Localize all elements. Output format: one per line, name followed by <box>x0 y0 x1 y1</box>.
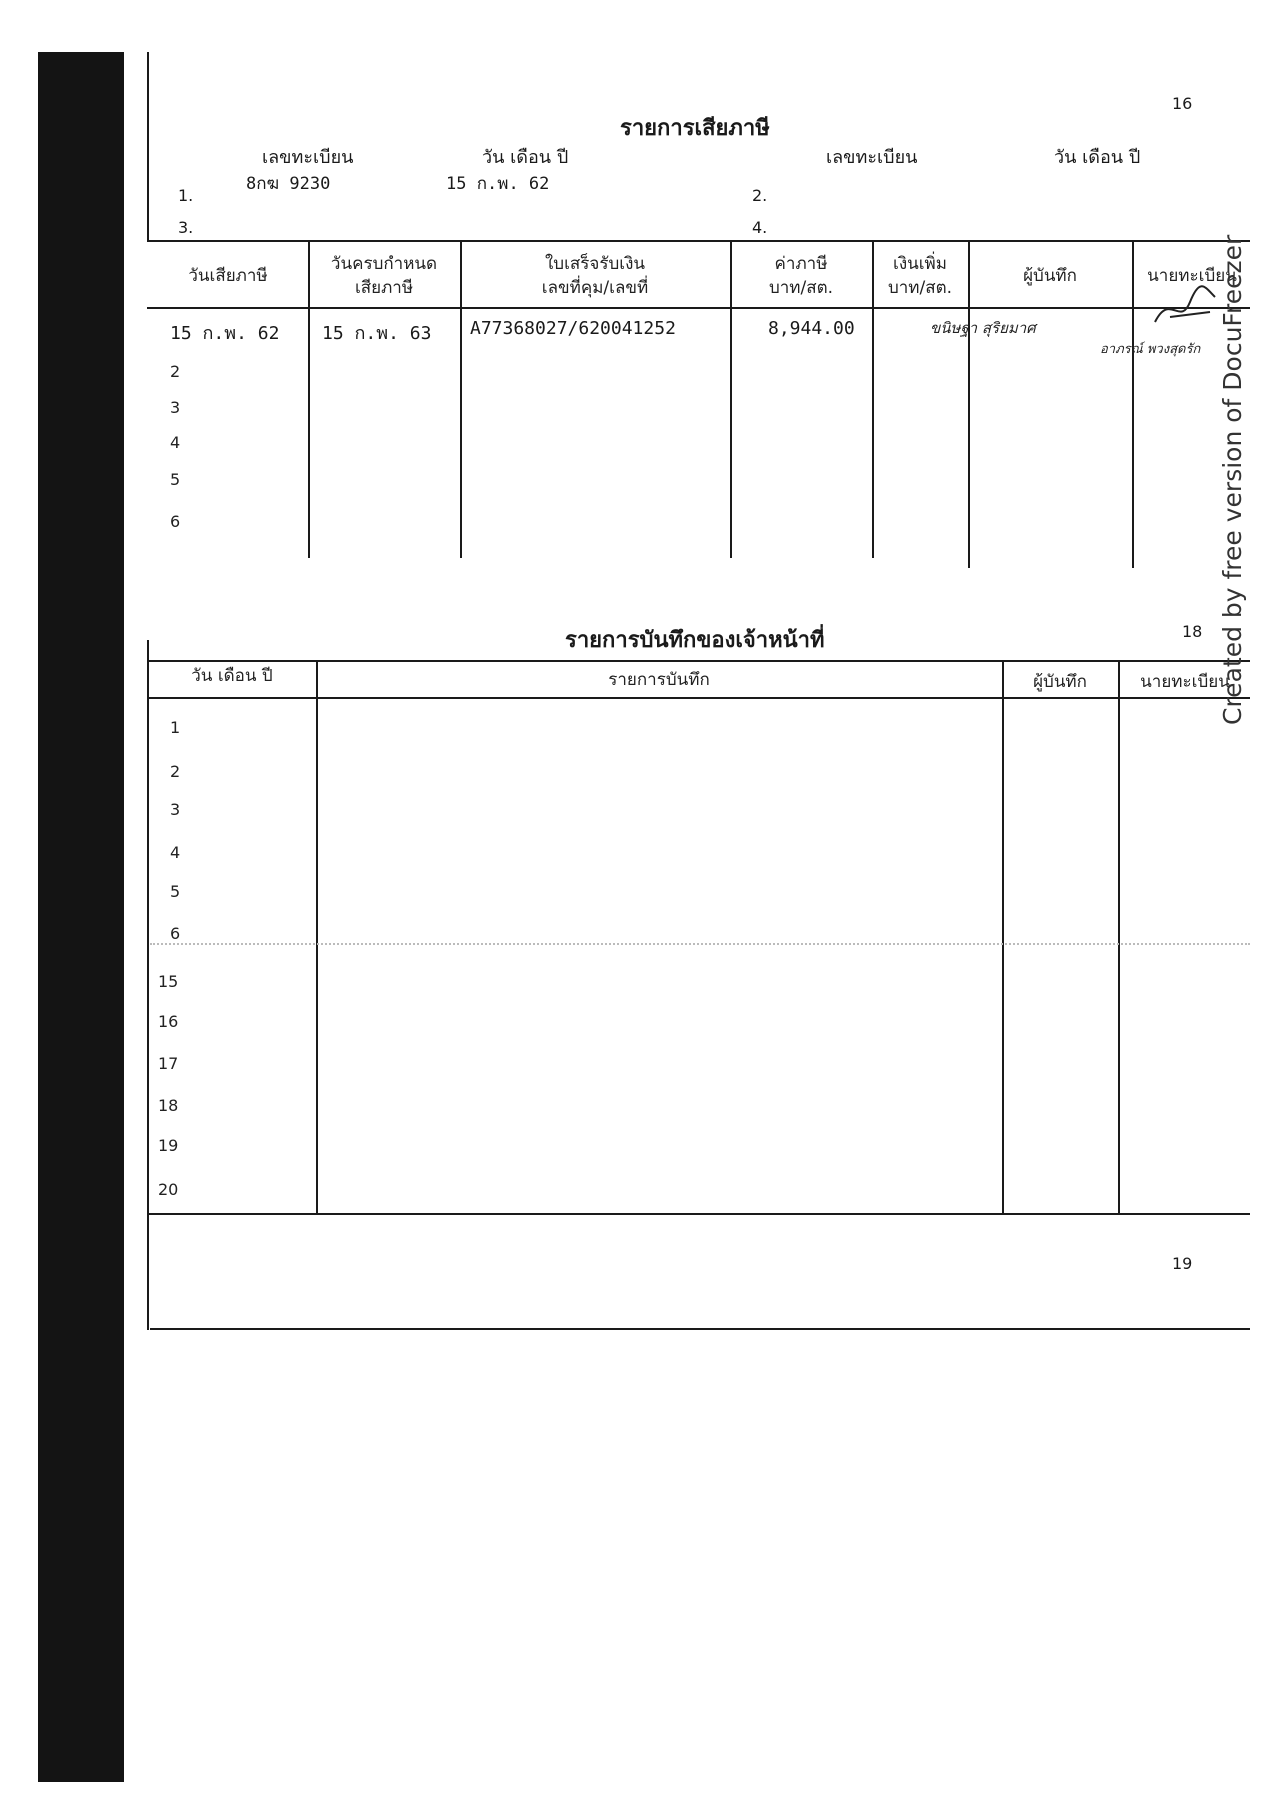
entry-reg-1: 8กฆ 9230 <box>246 174 331 194</box>
header-tax-line1: ค่าภาษี <box>774 254 828 274</box>
page-number-19: 19 <box>1172 1254 1193 1273</box>
header-extra-line2: บาท/สต. <box>887 278 953 298</box>
officer-header-recorder: ผู้บันทึก <box>1033 672 1087 692</box>
officer-row-number: 15 <box>158 972 179 991</box>
tax-table-top-border <box>147 240 1250 242</box>
officer-row-number: 5 <box>170 882 181 901</box>
scan-edge-shadow <box>38 52 124 1782</box>
header-registrar: นายทะเบียน <box>1147 266 1237 286</box>
entry-no-4: 4. <box>752 218 768 237</box>
reg-label-1: เลขทะเบียน <box>262 147 354 168</box>
tax-row-number: 6 <box>170 512 181 531</box>
officer-row-number: 2 <box>170 762 181 781</box>
header-recorder: ผู้บันทึก <box>1023 266 1077 286</box>
date-label-1: วัน เดือน ปี <box>482 147 569 168</box>
officer-row-number: 17 <box>158 1054 179 1073</box>
fold-dashed-line <box>150 943 1250 945</box>
officer-header-record: รายการบันทึก <box>608 670 710 690</box>
signature-scribble-icon <box>1150 282 1220 332</box>
tax-row-number: 5 <box>170 470 181 489</box>
officer-section-title: รายการบันทึกของเจ้าหน้าที่ <box>565 628 825 653</box>
watermark-text: Created by free version of DocuFreezer <box>1218 234 1247 725</box>
registrar-signature: อาภรณ์ พวงสุดรัก <box>1100 342 1201 357</box>
reg-label-2: เลขทะเบียน <box>826 147 918 168</box>
date-label-2: วัน เดือน ปี <box>1054 147 1141 168</box>
tax-col-divider-5 <box>968 240 970 568</box>
header-extra-line1: เงินเพิ่ม <box>893 254 947 274</box>
left-border-top <box>147 52 149 240</box>
officer-row-number: 1 <box>170 718 181 737</box>
header-tax-line2: บาท/สต. <box>768 278 834 298</box>
officer-table-bottom-border <box>147 1213 1250 1215</box>
page-number-18: 18 <box>1182 622 1203 641</box>
officer-left-border <box>147 640 149 1330</box>
page-number-16: 16 <box>1172 94 1193 113</box>
header-pay-date: วันเสียภาษี <box>188 266 268 286</box>
tax-section-title: รายการเสียภาษี <box>620 116 770 141</box>
row1-receipt: A77368027/620041252 <box>470 318 676 339</box>
header-due-date-line2: เสียภาษี <box>354 278 414 298</box>
officer-row-number: 18 <box>158 1096 179 1115</box>
tax-col-divider-6 <box>1132 240 1134 568</box>
tax-row-number: 2 <box>170 362 181 381</box>
officer-row-number: 4 <box>170 843 181 862</box>
header-receipt-line1: ใบเสร็จรับเงิน <box>544 254 646 274</box>
officer-table-header-border <box>147 697 1250 699</box>
row1-pay-date: 15 ก.พ. 62 <box>170 323 280 344</box>
entry-no-2: 2. <box>752 186 768 205</box>
entry-date-1: 15 ก.พ. 62 <box>446 174 550 194</box>
header-receipt-line2: เลขที่คุม/เลขที่ <box>541 278 649 298</box>
tax-row-number: 4 <box>170 433 181 452</box>
officer-row-number: 19 <box>158 1136 179 1155</box>
officer-row-number: 20 <box>158 1180 179 1199</box>
row1-due-date: 15 ก.พ. 63 <box>322 323 432 344</box>
page-bottom-line <box>150 1328 1250 1330</box>
tax-table-header-border <box>147 307 1250 309</box>
officer-col-divider-1 <box>316 660 318 1215</box>
officer-row-number: 16 <box>158 1012 179 1031</box>
entry-no-3: 3. <box>178 218 194 237</box>
header-due-date-line1: วันครบกำหนด <box>330 254 438 274</box>
officer-col-divider-3 <box>1118 660 1120 1215</box>
recorder-signature: ขนิษฐา สุริยมาศ <box>930 319 1036 337</box>
officer-row-number: 3 <box>170 800 181 819</box>
officer-col-divider-2 <box>1002 660 1004 1215</box>
officer-table-top-border <box>147 660 1250 662</box>
row1-tax: 8,944.00 <box>768 318 855 339</box>
officer-header-date: วัน เดือน ปี <box>191 666 273 686</box>
tax-row-number: 3 <box>170 398 181 417</box>
entry-no-1: 1. <box>178 186 194 205</box>
officer-header-registrar: นายทะเบียน <box>1140 672 1230 692</box>
officer-row-number: 6 <box>170 924 181 943</box>
